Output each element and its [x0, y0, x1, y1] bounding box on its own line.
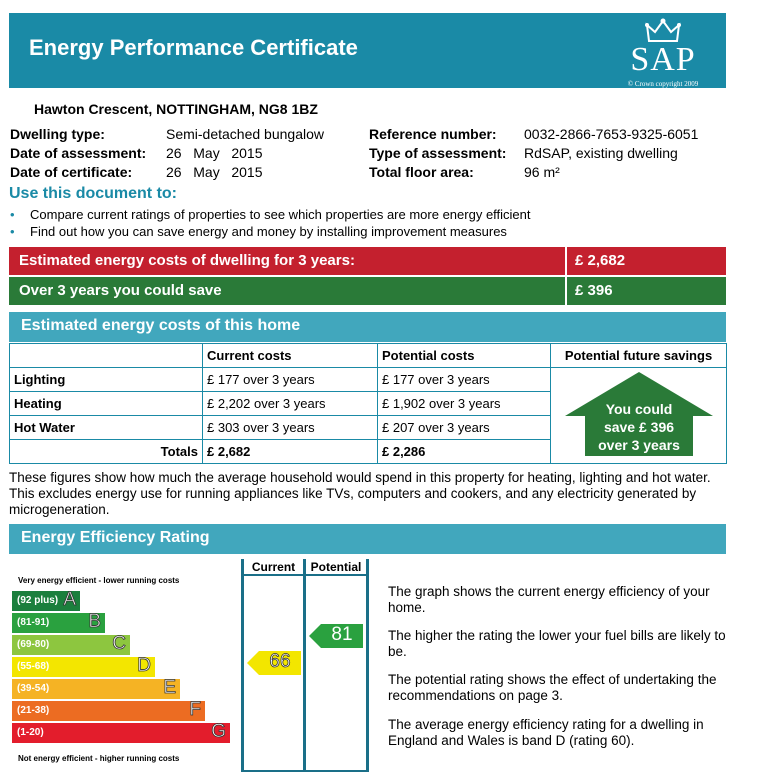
band-letter: F	[189, 699, 201, 720]
band-letter: B	[88, 611, 101, 632]
band-letter: A	[63, 589, 76, 610]
savings-arrow-text: You could save £ 396 over 3 years	[598, 401, 680, 453]
potential-column-header: Potential	[310, 560, 362, 574]
savings-bar	[9, 277, 726, 305]
bullet-dot-icon: •	[10, 207, 15, 222]
totals-label: Totals	[10, 440, 203, 464]
row-current: £ 303 over 3 years	[203, 416, 378, 440]
table-row	[10, 368, 727, 392]
table-header-blank	[10, 344, 203, 368]
graph-divider	[303, 559, 306, 772]
row-potential: £ 207 over 3 years	[378, 416, 551, 440]
crown-copyright: © Crown copyright 2009	[627, 80, 699, 88]
band-range: (21-38)	[17, 705, 50, 716]
rating-paragraph-3: The potential rating shows the effect of undertaking the recommendations on page 3.	[388, 672, 717, 703]
reference-number-label: Reference number:	[369, 126, 497, 142]
assessment-type-label: Type of assessment:	[369, 145, 507, 161]
current-rating-value: 66	[269, 651, 291, 672]
figures-explanation: These figures show how much the average household would spend in this property for heating, lighting and hot water. This excludes energy use for running appliances like TVs, computers and cookers, and any electricity generated by microgeneration.	[9, 470, 711, 517]
row-current: £ 177 over 3 years	[203, 368, 378, 392]
rating-band-g	[12, 723, 230, 743]
certificate-title: Energy Performance Certificate	[29, 35, 358, 60]
band-letter: G	[211, 721, 226, 742]
band-range: (69-80)	[17, 639, 50, 650]
estimated-cost-value: £ 2,682	[567, 247, 726, 275]
band-range: (92 plus)	[17, 595, 59, 606]
rating-band-f	[12, 701, 205, 721]
savings-label: Over 3 years you could save	[9, 277, 565, 305]
rating-section-title: Energy Efficiency Rating	[9, 524, 726, 554]
totals-potential: £ 2,286	[378, 440, 551, 464]
band-range: (39-54)	[17, 683, 50, 694]
dwelling-type-label: Dwelling type:	[10, 126, 105, 142]
savings-arrow-cell	[551, 368, 727, 464]
row-name: Lighting	[10, 368, 203, 392]
band-range: (55-68)	[17, 661, 50, 672]
band-letter: E	[163, 677, 176, 698]
efficiency-rating-graph	[9, 559, 369, 772]
row-name: Hot Water	[10, 416, 203, 440]
row-name: Heating	[10, 392, 203, 416]
savings-value: £ 396	[567, 277, 726, 305]
band-range: (1-20)	[17, 727, 44, 738]
dwelling-type-value: Semi-detached bungalow	[166, 126, 324, 142]
certificate-header	[9, 13, 726, 88]
rating-band-a	[12, 591, 80, 611]
sap-logo	[607, 17, 719, 87]
row-current: £ 2,202 over 3 years	[203, 392, 378, 416]
rating-band-e	[12, 679, 180, 699]
current-column-header: Current	[251, 560, 296, 574]
band-letter: D	[137, 655, 151, 676]
rating-paragraph-4: The average energy efficiency rating for a dwelling in England and Wales is band D (rating 60).	[388, 717, 704, 748]
potential-rating-value: 81	[331, 624, 353, 645]
estimated-cost-label: Estimated energy costs of dwelling for 3 years:	[9, 247, 565, 275]
assessment-date-value: 26 May 2015	[166, 145, 263, 161]
band-range: (81-91)	[17, 617, 50, 628]
floor-area-label: Total floor area:	[369, 164, 474, 180]
table-header-potential: Potential costs	[378, 344, 551, 368]
band-letter: C	[112, 633, 126, 654]
sap-letters: SAP	[630, 41, 696, 78]
row-potential: £ 177 over 3 years	[378, 368, 551, 392]
rating-band-b	[12, 613, 105, 633]
graph-divider	[241, 574, 369, 576]
assessment-type-value: RdSAP, existing dwelling	[524, 145, 678, 161]
rating-paragraph-2: The higher the rating the lower your fuel bills are likely to be.	[388, 628, 726, 659]
use-document-title: Use this document to:	[9, 185, 178, 202]
rating-paragraph-1: The graph shows the current energy efficiency of your home.	[388, 584, 710, 615]
graph-divider	[366, 559, 369, 772]
use-bullet-2: • Find out how you can save energy and money by installing improvement measures	[10, 224, 507, 239]
bullet-dot-icon: •	[10, 224, 15, 239]
use-bullet-1: • Compare current ratings of properties to see which properties are more energy efficient	[10, 207, 531, 222]
rating-band-d	[12, 657, 155, 677]
property-address: Hawton Crescent, NOTTINGHAM, NG8 1BZ	[34, 101, 318, 117]
table-header-savings: Potential future savings	[551, 344, 727, 368]
graph-divider	[241, 770, 369, 772]
assessment-date-label: Date of assessment:	[10, 145, 147, 161]
costs-section-title: Estimated energy costs of this home	[9, 312, 726, 342]
potential-rating-arrow	[309, 624, 363, 653]
certificate-date-value: 26 May 2015	[166, 164, 263, 180]
table-header-current: Current costs	[203, 344, 378, 368]
rating-band-c	[12, 635, 130, 655]
totals-current: £ 2,682	[203, 440, 378, 464]
top-caption: Very energy efficient - lower running costs	[18, 576, 180, 585]
current-rating-arrow	[247, 651, 301, 680]
graph-divider	[241, 559, 244, 772]
certificate-date-label: Date of certificate:	[10, 164, 133, 180]
bottom-caption: Not energy efficient - higher running costs	[18, 754, 180, 763]
reference-number-value: 0032-2866-7653-9325-6051	[524, 126, 699, 142]
row-potential: £ 1,902 over 3 years	[378, 392, 551, 416]
estimated-cost-bar	[9, 247, 726, 275]
energy-costs-table	[9, 343, 727, 464]
floor-area-value: 96 m²	[524, 164, 560, 180]
crown-icon	[645, 17, 681, 43]
